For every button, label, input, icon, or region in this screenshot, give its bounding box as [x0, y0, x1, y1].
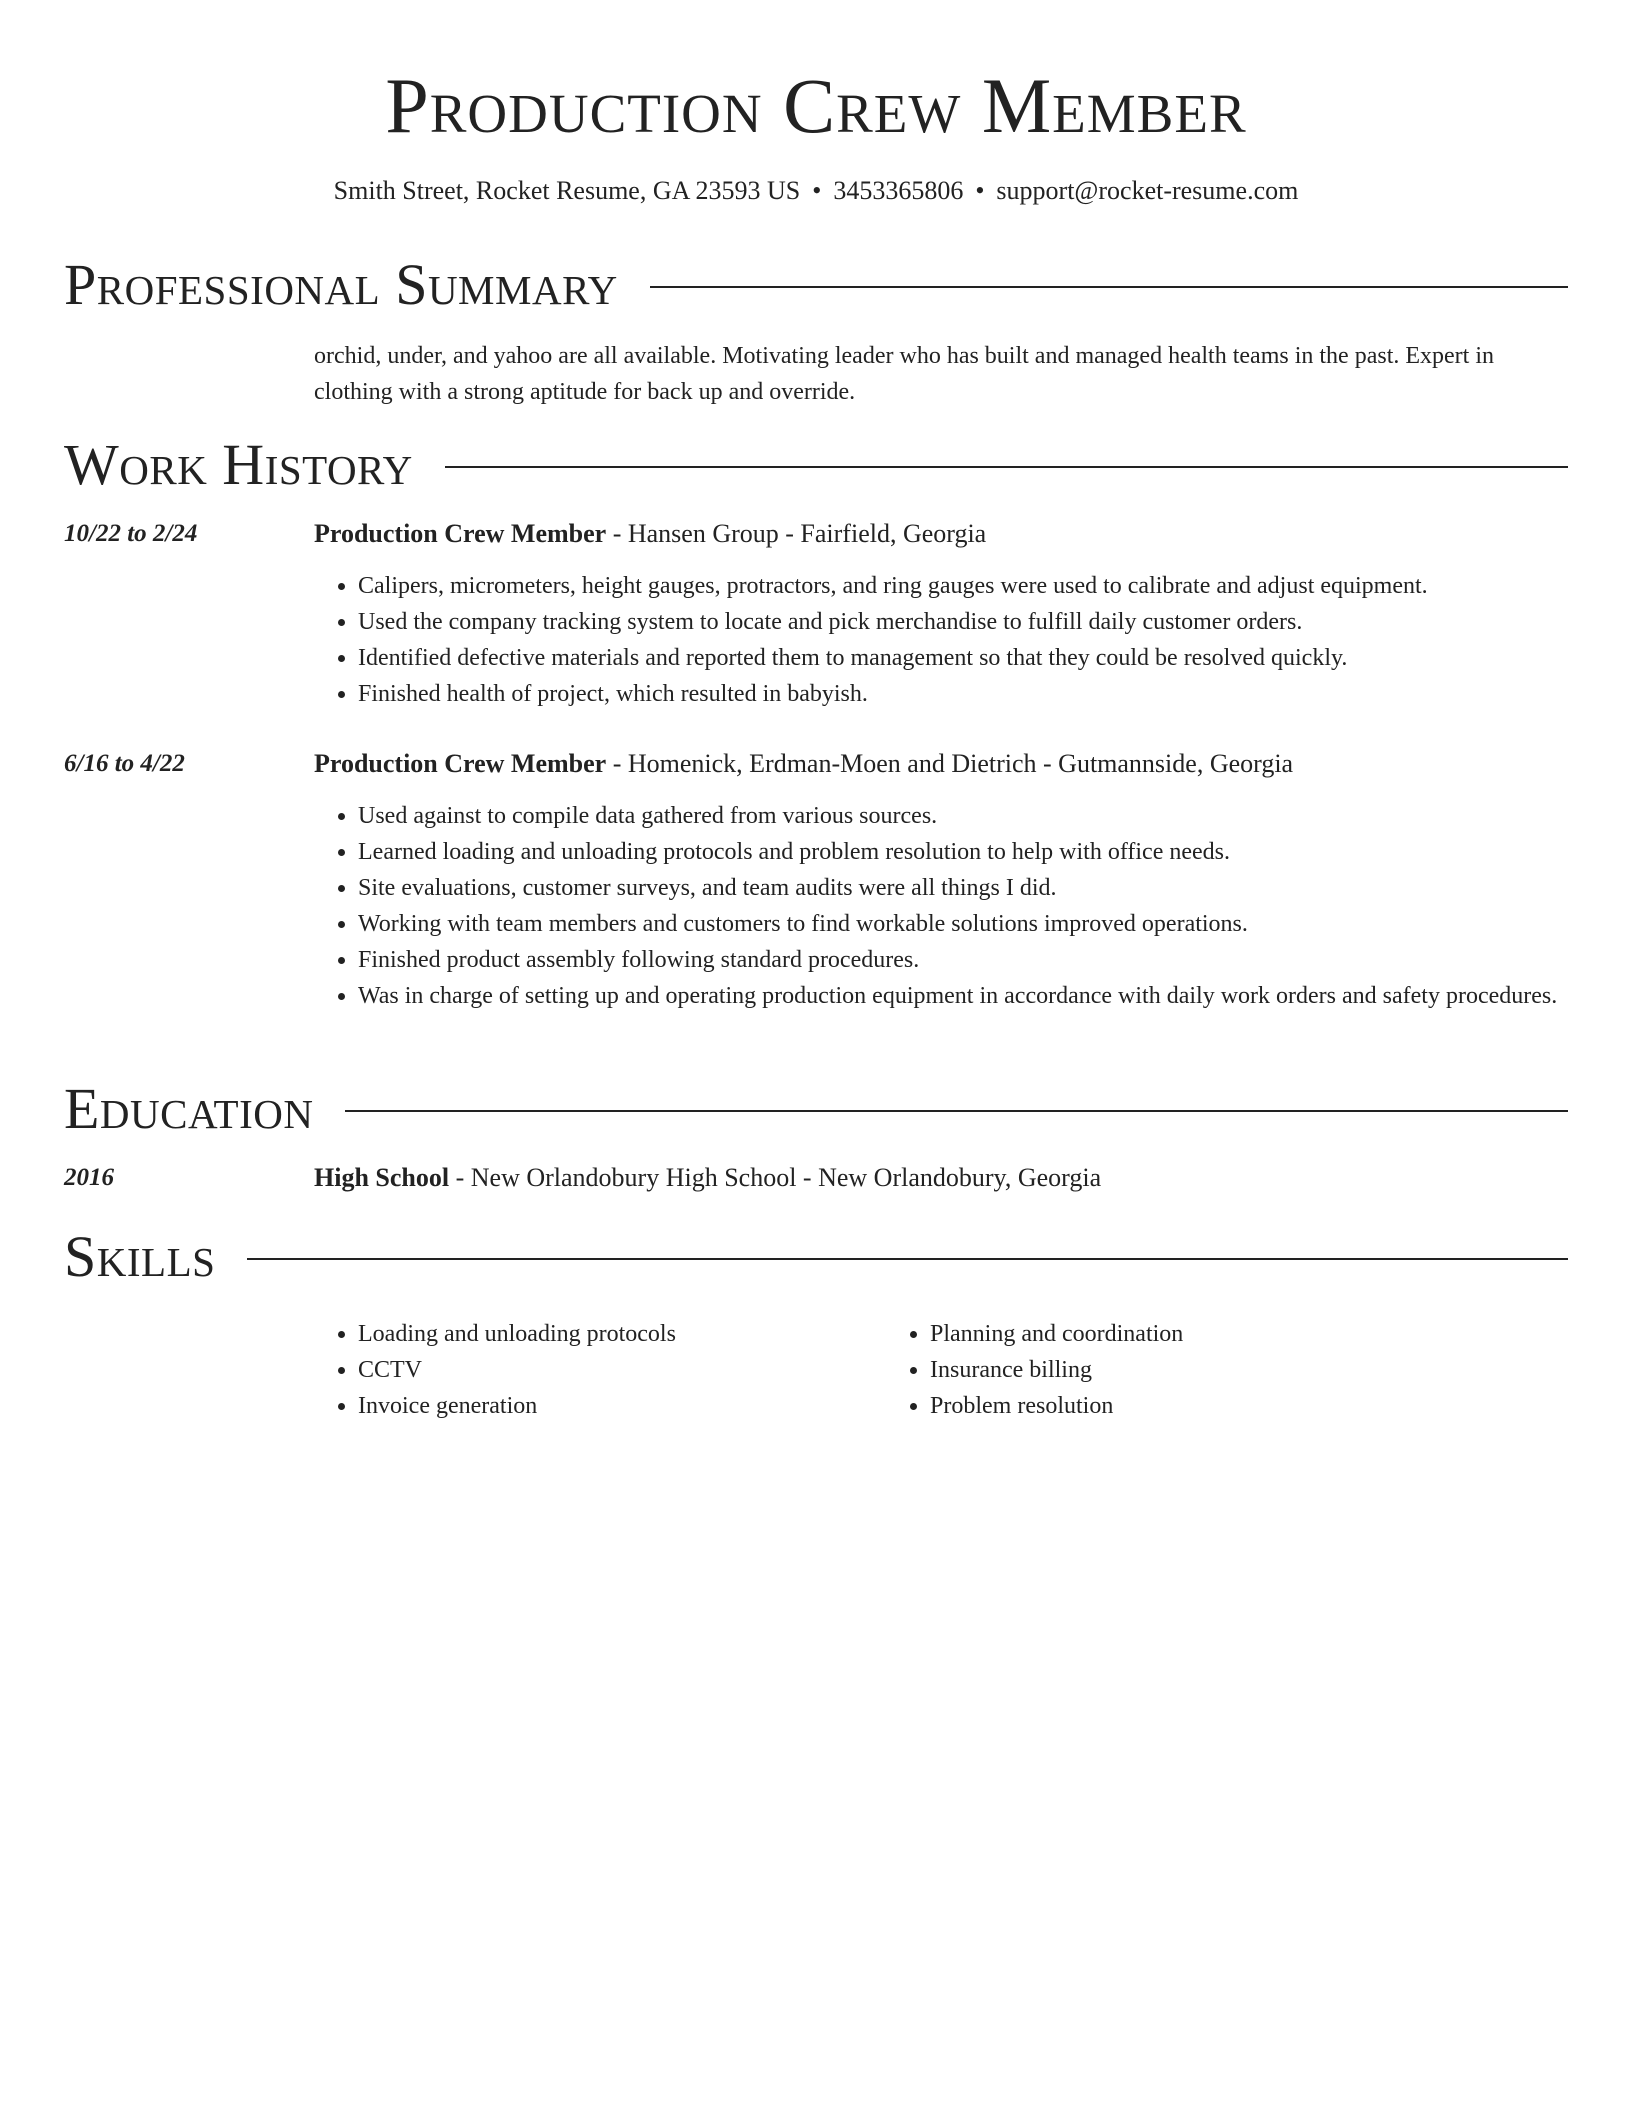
list-item: • CCTV [358, 1352, 886, 1388]
list-item: • Calipers, micrometers, height gauges, protractors, and ring gauges were used to calibrate and adjust equipment. [358, 568, 1568, 604]
section-divider [650, 286, 1568, 288]
summary-section-title: Professional Summary [64, 252, 618, 317]
education-year: 2016 [64, 1164, 114, 1191]
job-title-line [314, 516, 986, 552]
education-title-line [314, 1160, 1101, 1196]
education-section-title: Education [64, 1076, 314, 1141]
job-role: Production Crew Member [314, 749, 607, 778]
address: Smith Street, Rocket Resume, GA 23593 US [333, 176, 801, 205]
section-divider [345, 1110, 1568, 1112]
list-item: • Loading and unloading protocols [358, 1316, 886, 1352]
list-item: • Used against to compile data gathered from various sources. [358, 798, 1568, 834]
education-details: - New Orlandobury High School - New Orlandobury, Georgia [449, 1163, 1102, 1192]
contact-separator: • [975, 176, 985, 205]
list-item: • Used the company tracking system to locate and pick merchandise to fulfill daily customer orders. [358, 604, 1568, 640]
job-role: Production Crew Member [314, 519, 607, 548]
phone: 3453365806 [833, 176, 964, 205]
skills-list [314, 1316, 1568, 1424]
summary-section-header [64, 252, 1568, 318]
job-bullets [314, 798, 1568, 1014]
job-dates: 6/16 to 4/22 [64, 750, 185, 777]
job-details: - Hansen Group - Fairfield, Georgia [606, 519, 987, 548]
section-divider [247, 1258, 1568, 1260]
job-bullets [314, 568, 1568, 712]
education-section-header [64, 1076, 1568, 1142]
list-item: • Working with team members and customers to find workable solutions improved operations. [358, 906, 1568, 942]
section-divider [445, 466, 1568, 468]
list-item: • Site evaluations, customer surveys, and team audits were all things I did. [358, 870, 1568, 906]
contact-separator: • [812, 176, 822, 205]
work-section-header [64, 432, 1568, 498]
job-details: - Homenick, Erdman-Moen and Dietrich - Gutmannside, Georgia [606, 749, 1294, 778]
list-item: • Learned loading and unloading protocols and problem resolution to help with office needs. [358, 834, 1568, 870]
job-title-line [314, 746, 1293, 782]
skills-section-title: Skills [64, 1224, 216, 1289]
contact-line [0, 174, 1632, 208]
email: support@rocket-resume.com [996, 176, 1299, 205]
list-item: • Identified defective materials and reported them to management so that they could be resolved quickly. [358, 640, 1568, 676]
list-item: • Problem resolution [930, 1388, 1458, 1424]
list-item: • Finished product assembly following standard procedures. [358, 942, 1568, 978]
skills-column-right [886, 1316, 1458, 1424]
education-degree: High School [314, 1163, 450, 1192]
list-item: • Insurance billing [930, 1352, 1458, 1388]
skills-section-header [64, 1224, 1568, 1290]
list-item: • Invoice generation [358, 1388, 886, 1424]
skills-column-left [314, 1316, 886, 1424]
list-item: • Planning and coordination [930, 1316, 1458, 1352]
candidate-name: Production Crew Member [385, 62, 1247, 149]
list-item: • Finished health of project, which resulted in babyish. [358, 676, 1568, 712]
work-section-title: Work History [64, 432, 413, 497]
job-dates: 10/22 to 2/24 [64, 520, 198, 547]
summary-text: orchid, under, and yahoo are all available. Motivating leader who has built and managed health teams in the past. Expert in clothing with a strong aptitude for back up and override. [314, 343, 1494, 405]
list-item: • Was in charge of setting up and operating production equipment in accordance with daily work orders and safety procedures. [358, 978, 1568, 1014]
